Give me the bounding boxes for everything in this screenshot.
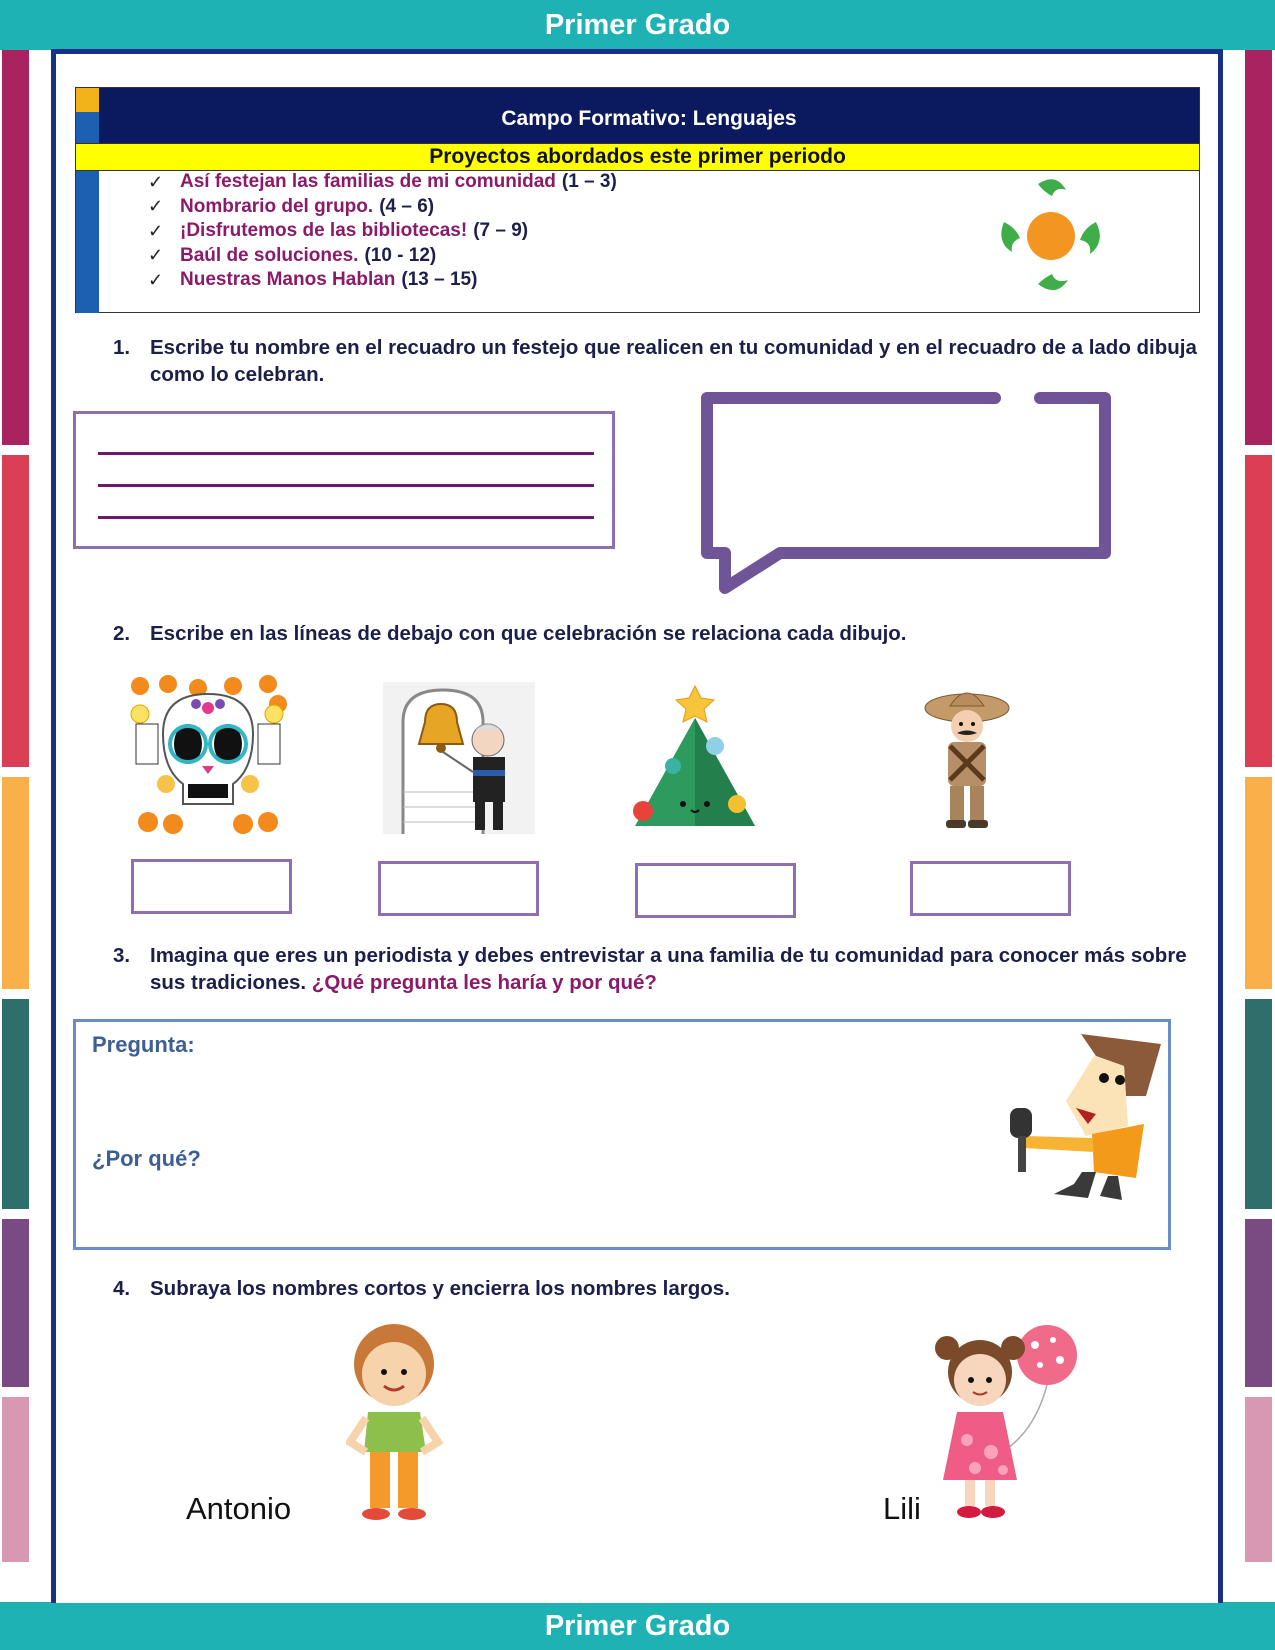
- blue-accent-strip-lower: [76, 171, 99, 313]
- project-name: Baúl de soluciones.: [180, 244, 359, 266]
- speech-bubble-icon[interactable]: [695, 388, 1115, 598]
- project-item: [148, 244, 617, 269]
- project-item: [148, 268, 617, 293]
- corner-accent: [76, 88, 99, 112]
- answer-box-bell[interactable]: [378, 861, 539, 916]
- project-range: (10 - 12): [364, 244, 437, 266]
- q3-number: 3.: [113, 944, 131, 967]
- q3-text-block: [150, 942, 1200, 996]
- project-range: (4 – 6): [379, 195, 435, 217]
- answer-box-revolutionary[interactable]: [910, 861, 1071, 916]
- checkmark-icon: ✓: [148, 269, 164, 290]
- q1-number: 1.: [113, 336, 131, 359]
- writing-line: [98, 484, 594, 487]
- left-color-strip: [2, 50, 29, 1602]
- project-range: (13 – 15): [401, 269, 478, 291]
- interview-box: [73, 1019, 1171, 1250]
- campo-title: Campo Formativo: Lenguajes: [99, 88, 1199, 143]
- pregunta-label: Pregunta:: [92, 1032, 195, 1057]
- checkmark-icon: ✓: [148, 196, 164, 217]
- revolutionary-icon: [922, 680, 1012, 830]
- checkmark-icon: ✓: [148, 245, 164, 266]
- checkmark-icon: ✓: [148, 220, 164, 241]
- writing-line: [98, 516, 594, 519]
- project-item: [148, 170, 617, 195]
- q1-text: Escribe tu nombre en el recuadro un festejo que realicen en tu comunidad y en el recuadro de a lado dibuja como lo celebran.: [150, 336, 1197, 386]
- project-item: [148, 219, 617, 244]
- reporter-icon: [996, 1026, 1166, 1204]
- top-grade-banner: [0, 0, 1275, 50]
- bell-hidalgo-icon: [383, 682, 535, 834]
- answer-box-skull[interactable]: [131, 859, 292, 914]
- projects-subtitle: Proyectos abordados este primer periodo: [76, 143, 1199, 171]
- girl-icon: [925, 1320, 1085, 1525]
- project-name: Nombrario del grupo.: [180, 195, 374, 217]
- project-name: Nuestras Manos Hablan: [180, 269, 396, 291]
- boy-icon: [346, 1322, 446, 1527]
- bottom-grade-banner: [0, 1602, 1275, 1650]
- q3-text: Imagina que eres un periodista y debes entrevistar a una familia de tu comunidad para conocer más sobre sus tradiciones.: [150, 944, 1187, 994]
- q4-number: 4.: [113, 1277, 131, 1300]
- project-item: [148, 195, 617, 220]
- campo-formativo-box: [75, 87, 1200, 313]
- project-range: (7 – 9): [473, 220, 529, 242]
- girl-name[interactable]: Lili: [883, 1491, 921, 1526]
- q4-text: Subraya los nombres cortos y encierra los nombres largos.: [150, 1277, 730, 1300]
- logo-icon: [976, 166, 1126, 306]
- q3-highlight: ¿Qué pregunta les haría y por qué?: [311, 971, 657, 994]
- grade-label-top: Primer Grado: [544, 8, 731, 41]
- porque-label: ¿Por qué?: [92, 1146, 201, 1171]
- q2-text: Escribe en las líneas de debajo con que celebración se relaciona cada dibujo.: [150, 622, 907, 645]
- project-name: Así festejan las familias de mi comunidad: [180, 171, 556, 193]
- project-range: (1 – 3): [561, 171, 617, 193]
- writing-line: [98, 452, 594, 455]
- checkmark-icon: ✓: [148, 171, 164, 192]
- christmas-tree-icon: [625, 676, 765, 838]
- project-name: ¡Disfrutemos de las bibliotecas!: [180, 220, 468, 242]
- right-color-strip: [1245, 50, 1272, 1602]
- skull-icon: [128, 674, 288, 834]
- project-list: [148, 170, 617, 293]
- answer-box-tree[interactable]: [635, 863, 796, 918]
- q2-number: 2.: [113, 622, 131, 645]
- festejo-writing-box[interactable]: [73, 411, 615, 549]
- boy-name[interactable]: Antonio: [186, 1491, 292, 1526]
- grade-label-bottom: Primer Grado: [544, 1609, 731, 1642]
